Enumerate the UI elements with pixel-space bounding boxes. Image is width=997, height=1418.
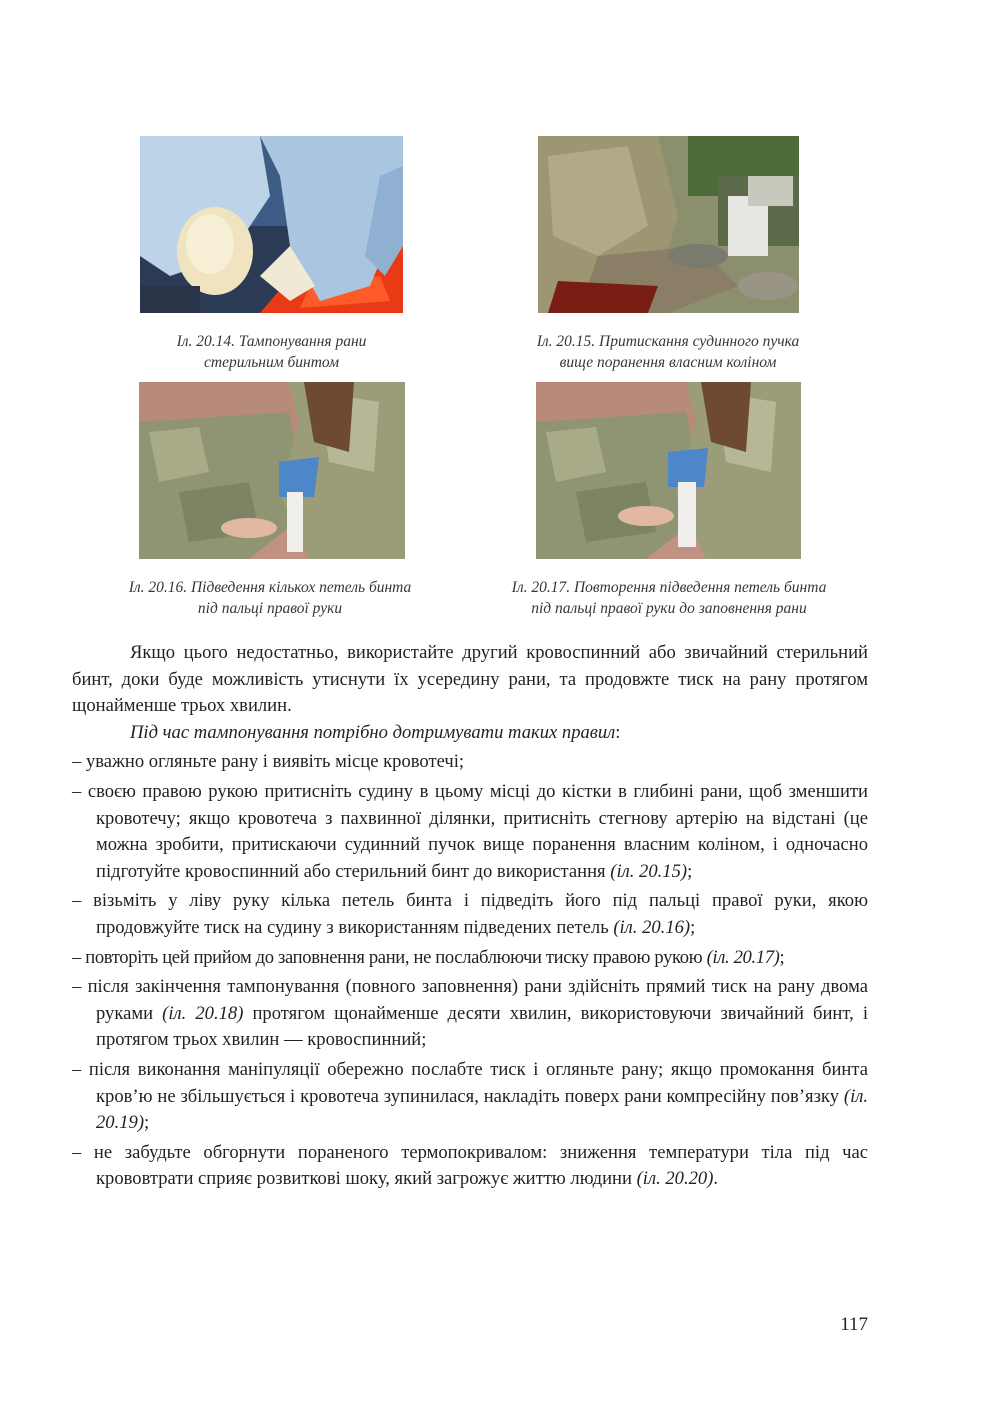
list-item-tail: ; xyxy=(687,860,693,882)
list-item-tail: ; xyxy=(779,946,785,968)
body-text xyxy=(72,640,868,1193)
figure-reference: (іл. 20.16) xyxy=(613,916,691,938)
list-item-text: – після закінчення тампонування (повного заповнення) рани здійсніть прямий тиск на рану двома руками xyxy=(72,976,868,1024)
list-item-tail: ; xyxy=(690,916,696,938)
page-number: 117 xyxy=(840,1314,868,1335)
list-item-text: – своєю правою рукою притисніть судину в цьому місці до кістки в глибині рани, щоб зменшити кровотечу; якщо кровотеча з пахвинної ділянки, притисніть стегнову артерію на відстані (це можна зробити, притискаючи судинний пучок вище поранення власним коліном, і одночасно підготуйте кровоспинний або стерильний бинт до використання xyxy=(72,780,868,882)
caption-line: під пальці правої руки xyxy=(197,600,343,617)
caption-line: Іл. 20.14. Тампонування рани xyxy=(176,333,367,350)
list-item-text: – після виконання маніпуляції обережно послабте тиск і огляньте рану; якщо промокання бинта кров’ю не збільшується і кровотеча зупинилася, накладіть поверх рани компресійну пов’язку xyxy=(72,1058,868,1107)
figure-20-17-caption xyxy=(470,577,868,619)
list-item xyxy=(72,779,868,885)
rules-intro-colon: : xyxy=(615,721,621,743)
list-item xyxy=(72,1057,868,1137)
paragraph: Якщо цього недостатньо, використайте другий кровоспинний або звичайний стерильний бинт, доки буде можливість утиснути їх усередину рани, та продовжте тиск на рану протягом щонайменше трьох хвилин. xyxy=(72,642,868,717)
rules-intro xyxy=(72,720,868,747)
caption-line: Іл. 20.15. Притискання судинного пучка xyxy=(536,333,800,350)
rules-intro-text: Під час тампонування потрібно дотримувати таких правил xyxy=(130,721,616,743)
figure-20-16-caption xyxy=(90,577,450,619)
figure-20-15-photo xyxy=(538,136,799,313)
list-item-tail: ; xyxy=(144,1112,150,1134)
list-item-text: – не забудьте обгорнути пораненого термопокривалом: зниження температури тіла під час крововтрати сприяє розвиткові шоку, який загрожує життю людини xyxy=(72,1141,868,1190)
figure-20-17-photo xyxy=(536,382,801,559)
figure-reference: (іл. 20.15) xyxy=(610,860,688,882)
list-item-text: – уважно огляньте рану і виявіть місце кровотечі; xyxy=(72,751,465,773)
list-item-tail: протягом щонайменше десяти хвилин, використовуючи звичайний бинт, і протягом трьох хвилин — кровоспинний; xyxy=(96,1002,868,1051)
figure-20-14-photo xyxy=(140,136,403,313)
caption-line: під пальці правої руки до заповнення рани xyxy=(531,600,807,617)
caption-line: Іл. 20.16. Підведення кількох петель бинта xyxy=(128,579,412,596)
figure-reference: (іл. 20.19) xyxy=(96,1085,868,1134)
list-item xyxy=(72,749,868,776)
list-item-text: – візьміть у ліву руку кілька петель бинта і підведіть його під пальці правої руки, якою продовжуйте тиск на судину з використанням підведених петель xyxy=(72,890,868,938)
figure-reference: (іл. 20.17) xyxy=(706,946,780,968)
caption-line: вище поранення власним коліном xyxy=(559,354,777,371)
list-item xyxy=(72,945,868,972)
figure-reference: (іл. 20.20) xyxy=(636,1168,714,1190)
caption-line: стерильним бинтом xyxy=(204,354,339,371)
list-item-tail: . xyxy=(713,1168,719,1190)
figure-20-15-caption xyxy=(498,331,838,373)
figure-20-16-photo xyxy=(139,382,405,559)
list-item xyxy=(72,1140,868,1193)
figure-20-14-caption xyxy=(120,331,423,373)
caption-line: Іл. 20.17. Повторення підведення петель бинта xyxy=(511,579,827,596)
figure-reference: (іл. 20.18) xyxy=(162,1002,244,1024)
list-item xyxy=(72,888,868,941)
list-item xyxy=(72,974,868,1054)
list-item-text: – повторіть цей прийом до заповнення рани, не послаблюючи тиску правою рукою xyxy=(72,946,707,968)
